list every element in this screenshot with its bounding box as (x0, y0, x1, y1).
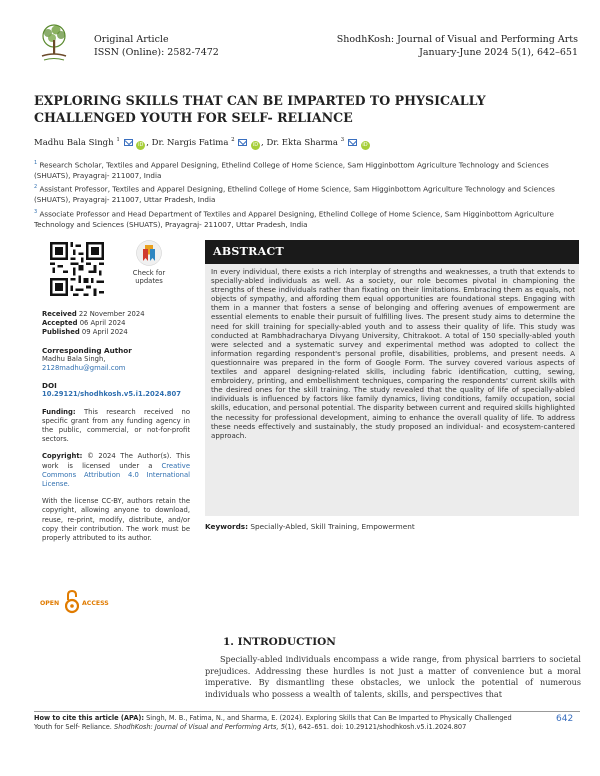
footer-divider (34, 711, 580, 712)
page-header (34, 22, 578, 72)
journal-tree-logo-icon (34, 22, 74, 66)
introduction-body: Specially-abled individuals encompass a wide range, from physical barriers to societal prejudices. Addressing these hurdles is not just a matter of convenience but a moral imperative. By dismantling these obstacles, we unlock the potential of numerous individuals who possess a wealth of talents, skills, and perspectives that (205, 654, 581, 699)
affiliation-sup: 2 (34, 184, 38, 191)
corresponding-block (42, 346, 190, 374)
email-icon[interactable] (238, 139, 247, 146)
affiliation-text: Associate Professor and Head Department of Textiles and Apparel Designing, Ethelind College of Home Science, Sam Higginbottom Agriculture Technology and Sciences (SHUATS), Prayagraj- 211007, Uttar Pradesh, India (34, 209, 554, 229)
author-name: Dr. Ekta Sharma (266, 137, 338, 148)
affiliation-text: Assistant Professor, Textiles and Apparel Designing, Ethelind College of Home Science, Sam Higginbottom Agriculture Technology and Sciences (SHUATS), Prayagraj- 211007, Uttar Pradesh, India (34, 184, 555, 205)
author-sup: 2 (231, 137, 235, 143)
author-list: Madhu Bala Singh $^1$ iD , Dr. Nargis Fatima $^2$ iD , Dr. Ekta Sharma $^3$ iD (34, 137, 368, 148)
check-updates-icon (136, 240, 162, 266)
doi-link[interactable]: 10.29121/shodhkosh.v5.i1.2024.807 (42, 390, 181, 399)
keywords-values: Specially-Abled, Skill Training, Empowerment (250, 522, 415, 531)
copyright-label: Copyright: (42, 452, 83, 461)
author-name: Madhu Bala Singh (34, 137, 114, 148)
abstract-body: In every individual, there exists a rich interplay of strengths and weaknesses, a truth that extends to specially-abled individuals as well. As a society, our role becomes pivotal in championing the strengths of these individuals rather than fixating on their limitations. Embracing them as equals, not objects of sympathy, and affording them equal opportunities are foundational steps. Engaging with them in a manner that fosters a sense of belonging and offering avenues of empowerment are essential elements to enable their pursuit of fulfilling lives. The present study aims to determine the need for skill training for specially-abled youth and to assess their quality of life. This study was conducted at Rambhadracharya Divyang University, Chitrakoot. A total of 150 specially-abled youth were selected and a systematic survey and experimental method was adopted to collect the information regarding respondent's personal profile, disabilities, problems, and present needs. A questionnaire was prepared in the form of Google Form. The survey covered various aspects of textiles and apparel designing-related skills, including fabric identification, cutting, sewing, embroidery, printing, and embellishment techniques, comparing the respondents' current skills with the desired ones for the skill training. The study revealed that the quality of life of specially-abled individuals is influenced by factors like family dynamics, living conditions, family occupation, social skills, education, and personal potential. The disparity between current and required skills highlighted the necessity for professional development, aiming to enhance the overall quality of life. To address these needs effectively and sustainably, the study proposed an individual- and ecosystem-cantered approach. (205, 264, 579, 516)
issn: ISSN (Online): 2582-7472 (94, 47, 219, 58)
license-text: With the license CC-BY, authors retain the copyright, allowing anyone to download, reuse, re-print, modify, distribute, and/or copy their contribution. The work must be properly attributed to its author. (42, 497, 190, 543)
copyright-block (42, 452, 190, 489)
affiliation-item (34, 182, 578, 205)
cite-doi[interactable]: 10.29121/shodhkosh.v5.i1.2024.807 (345, 723, 467, 732)
journal-name: ShodhKosh: Journal of Visual and Performing Arts (336, 34, 578, 45)
open-access-lock-icon (65, 590, 79, 614)
orcid-icon[interactable]: iD (252, 141, 259, 148)
abstract-heading: ABSTRACT (213, 245, 284, 258)
affiliation-item (34, 158, 578, 181)
check-updates-line2: updates (135, 277, 163, 285)
journal-issue: January-June 2024 5(1), 642–651 (419, 47, 578, 58)
license-block (42, 497, 190, 543)
page-number: 642 (556, 714, 574, 724)
email-icon[interactable] (124, 139, 133, 146)
author-sup: 1 (116, 137, 120, 143)
dates-block (42, 310, 190, 338)
affiliations (34, 158, 578, 231)
cite-authors: Singh, M. B., Fatima, N., and Sharma, E. (2024). Exploring Skills that Can Be Imparted to Physically Challenged Youth for Self- Reliance. (34, 714, 512, 732)
cite-volume: 5 (280, 723, 285, 732)
open-access-badge (40, 590, 120, 616)
copyright-text: © 2024 The Author(s). This work is licensed under a (42, 452, 190, 470)
cite-rest: (1), 642–651. doi: (284, 723, 344, 732)
check-for-updates-button[interactable] (128, 240, 170, 300)
cite-label: How to cite this article (APA): (34, 714, 144, 722)
funding-text: This research received no specific grant from any funding agency in the public, commercial, or not-for-profit sectors. (42, 407, 190, 444)
cite-journal: ShodhKosh: Journal of Visual and Performing Arts, (114, 723, 279, 732)
citation-footer (34, 714, 524, 732)
article-info-sidebar (42, 310, 190, 551)
funding-block (42, 408, 190, 445)
corresponding-email-link[interactable]: 2128madhu@gmail.com (42, 364, 126, 373)
affiliation-text: Research Scholar, Textiles and Apparel Designing, Ethelind College of Home Science, Sam Higginbottom Agriculture Technology and Sciences (SHUATS), Prayagraj- 211007, India (34, 160, 549, 180)
published-date: 09 April 2024 (81, 328, 128, 337)
article-type: Original Article (94, 34, 169, 45)
received-date: 22 November 2024 (78, 310, 145, 318)
corresponding-label: Corresponding Author (42, 345, 132, 355)
doi-label: DOI (42, 381, 57, 391)
accepted-date: 06 April 2024 (79, 319, 126, 328)
corresponding-name: Madhu Bala Singh, (42, 354, 106, 363)
check-updates-line1: Check for (132, 269, 166, 277)
affiliation-item (34, 207, 578, 230)
received-label: Received (42, 310, 77, 318)
header-right (337, 33, 578, 59)
orcid-icon[interactable]: iD (138, 141, 144, 148)
open-access-access: ACCESS (82, 600, 109, 607)
author-sup: 3 (340, 137, 345, 143)
introduction-heading: 1. INTRODUCTION (223, 636, 336, 648)
orcid-icon[interactable]: iD (362, 141, 368, 148)
keywords-label: Keywords: (205, 522, 249, 531)
article-title: EXPLORING SKILLS THAT CAN BE IMPARTED TO PHYSICALLY CHALLENGED YOUTH FOR SELF- RELIANCE (34, 93, 486, 125)
qr-code-icon[interactable] (50, 242, 104, 296)
email-icon[interactable] (348, 139, 357, 146)
author-name: Dr. Nargis Fatima (151, 137, 229, 148)
accepted-label: Accepted (42, 319, 78, 328)
keywords (205, 522, 415, 531)
affiliation-sup: 3 (34, 208, 38, 215)
funding-label: Funding: (42, 407, 76, 416)
header-left (94, 33, 219, 59)
open-access-open: OPEN (40, 600, 60, 607)
abstract-header-bar (205, 240, 579, 264)
affiliation-sup: 1 (34, 160, 38, 166)
license-link[interactable]: Creative Commons Attribution 4.0 International License. (42, 461, 190, 489)
published-label: Published (42, 328, 80, 337)
doi-block (42, 381, 190, 399)
